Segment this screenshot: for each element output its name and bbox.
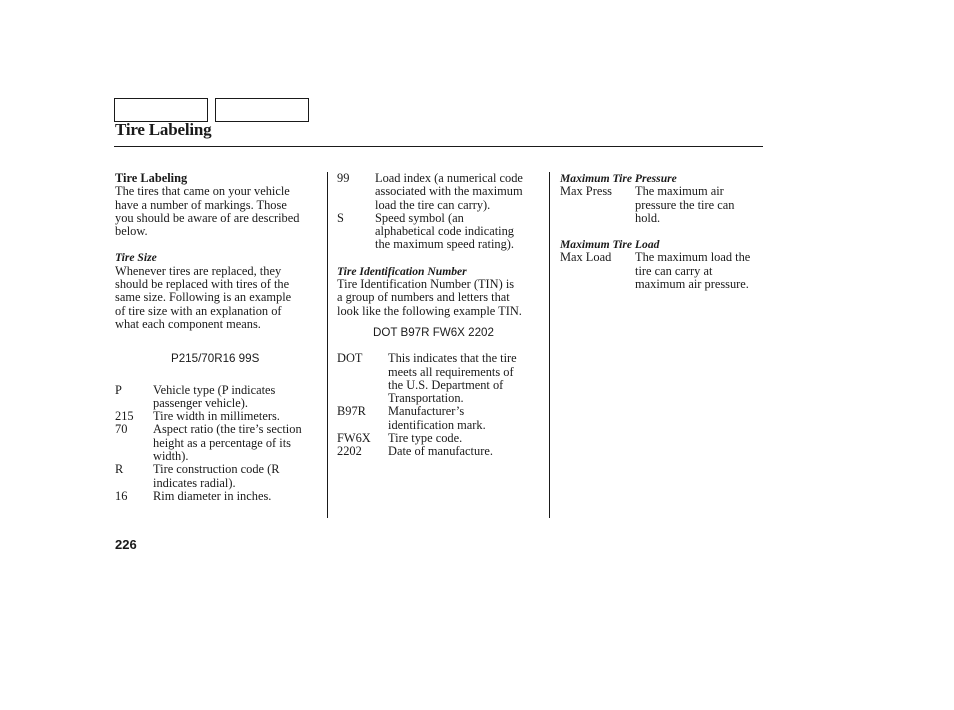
title-divider [114, 146, 763, 147]
definition-item [115, 463, 321, 490]
text-line: look like the following example TIN. [337, 303, 522, 318]
definition-value: Manufacturer’s identification mark. [388, 404, 486, 432]
text-line: should be replaced with tires of the [115, 277, 290, 292]
definition-value: Vehicle type (P indicates passenger vehicle). [153, 382, 276, 410]
definition-item [337, 445, 541, 458]
definition-key: 2202 [337, 444, 362, 459]
column-2 [337, 172, 541, 459]
text-line: a group of numbers and letters that [337, 290, 510, 305]
text-line: of tire size with an explanation of [115, 303, 282, 318]
definition-key: Max Press [560, 184, 612, 199]
definition-value: Tire width in millimeters. [153, 409, 280, 424]
definition-key: DOT [337, 351, 363, 366]
definition-item [560, 185, 765, 225]
definition-item [337, 172, 541, 212]
definition-value: The maximum load the tire can carry at maximum air pressure. [635, 250, 751, 292]
text-line: below. [115, 224, 148, 239]
definition-key: FW6X [337, 431, 371, 446]
tire-size-example: P215/70R16 99S [171, 352, 260, 366]
tire-size-paragraph [115, 265, 321, 331]
text-line: have a number of markings. Those [115, 197, 287, 212]
tin-example: DOT B97R FW6X 2202 [373, 325, 494, 339]
definition-key: R [115, 462, 124, 477]
subheading-max-pressure: Maximum Tire Pressure [560, 172, 677, 185]
definition-item [115, 384, 321, 411]
subheading-tin: Tire Identification Number [337, 264, 467, 278]
text-line: Whenever tires are replaced, they [115, 263, 282, 278]
text-line: same size. Following is an example [115, 290, 292, 305]
section-heading-tire-labeling: Tire Labeling [115, 171, 188, 185]
definition-key: P [115, 382, 122, 397]
definition-value: Rim diameter in inches. [153, 488, 272, 503]
text-line: what each component means. [115, 316, 261, 331]
definition-key: 99 [337, 171, 350, 185]
definition-value: Tire type code. [388, 431, 463, 446]
definition-value: This indicates that the tire meets all requirements of the U.S. Department of Transportation. [388, 351, 517, 406]
header-tab-box-1 [114, 98, 208, 122]
column-3 [560, 172, 765, 291]
definition-value: Tire construction code (R indicates radial). [153, 462, 280, 490]
column-divider-2 [549, 172, 550, 518]
text-line: Tire Identification Number (TIN) is [337, 277, 515, 292]
definition-item [115, 490, 321, 503]
definition-value: The maximum air pressure the tire can hold. [635, 184, 735, 225]
definition-key: 16 [115, 488, 128, 503]
definition-item [337, 432, 541, 445]
subheading-max-load: Maximum Tire Load [560, 238, 660, 252]
header-tab-box-2 [215, 98, 309, 122]
definition-key: S [337, 210, 344, 225]
column-1 [115, 172, 321, 503]
definition-value: Load index (a numerical code associated with the maximum load the tire can carry). [375, 171, 523, 212]
definition-key: 215 [115, 409, 134, 424]
definition-value: Speed symbol (an alphabetical code indicating the maximum speed rating). [375, 210, 515, 252]
definition-key: B97R [337, 404, 366, 419]
text-line: The tires that came on your vehicle [115, 184, 290, 199]
page-title: Tire Labeling [115, 120, 212, 139]
text-line: you should be aware of are described [115, 210, 300, 225]
definition-item [115, 410, 321, 423]
definition-item [115, 423, 321, 463]
tin-paragraph [337, 278, 541, 318]
definition-item [337, 405, 541, 432]
definition-value: Date of manufacture. [388, 444, 493, 459]
page-number: 226 [115, 537, 137, 552]
definition-item [560, 251, 765, 291]
definition-value: Aspect ratio (the tire’s section height as a percentage of its width). [153, 422, 302, 464]
definition-key: Max Load [560, 250, 612, 265]
intro-paragraph [115, 185, 321, 238]
definition-item [337, 212, 541, 252]
subheading-tire-size: Tire Size [115, 251, 157, 265]
definition-key: 70 [115, 422, 128, 437]
column-divider-1 [327, 172, 328, 518]
definition-item [337, 352, 541, 405]
